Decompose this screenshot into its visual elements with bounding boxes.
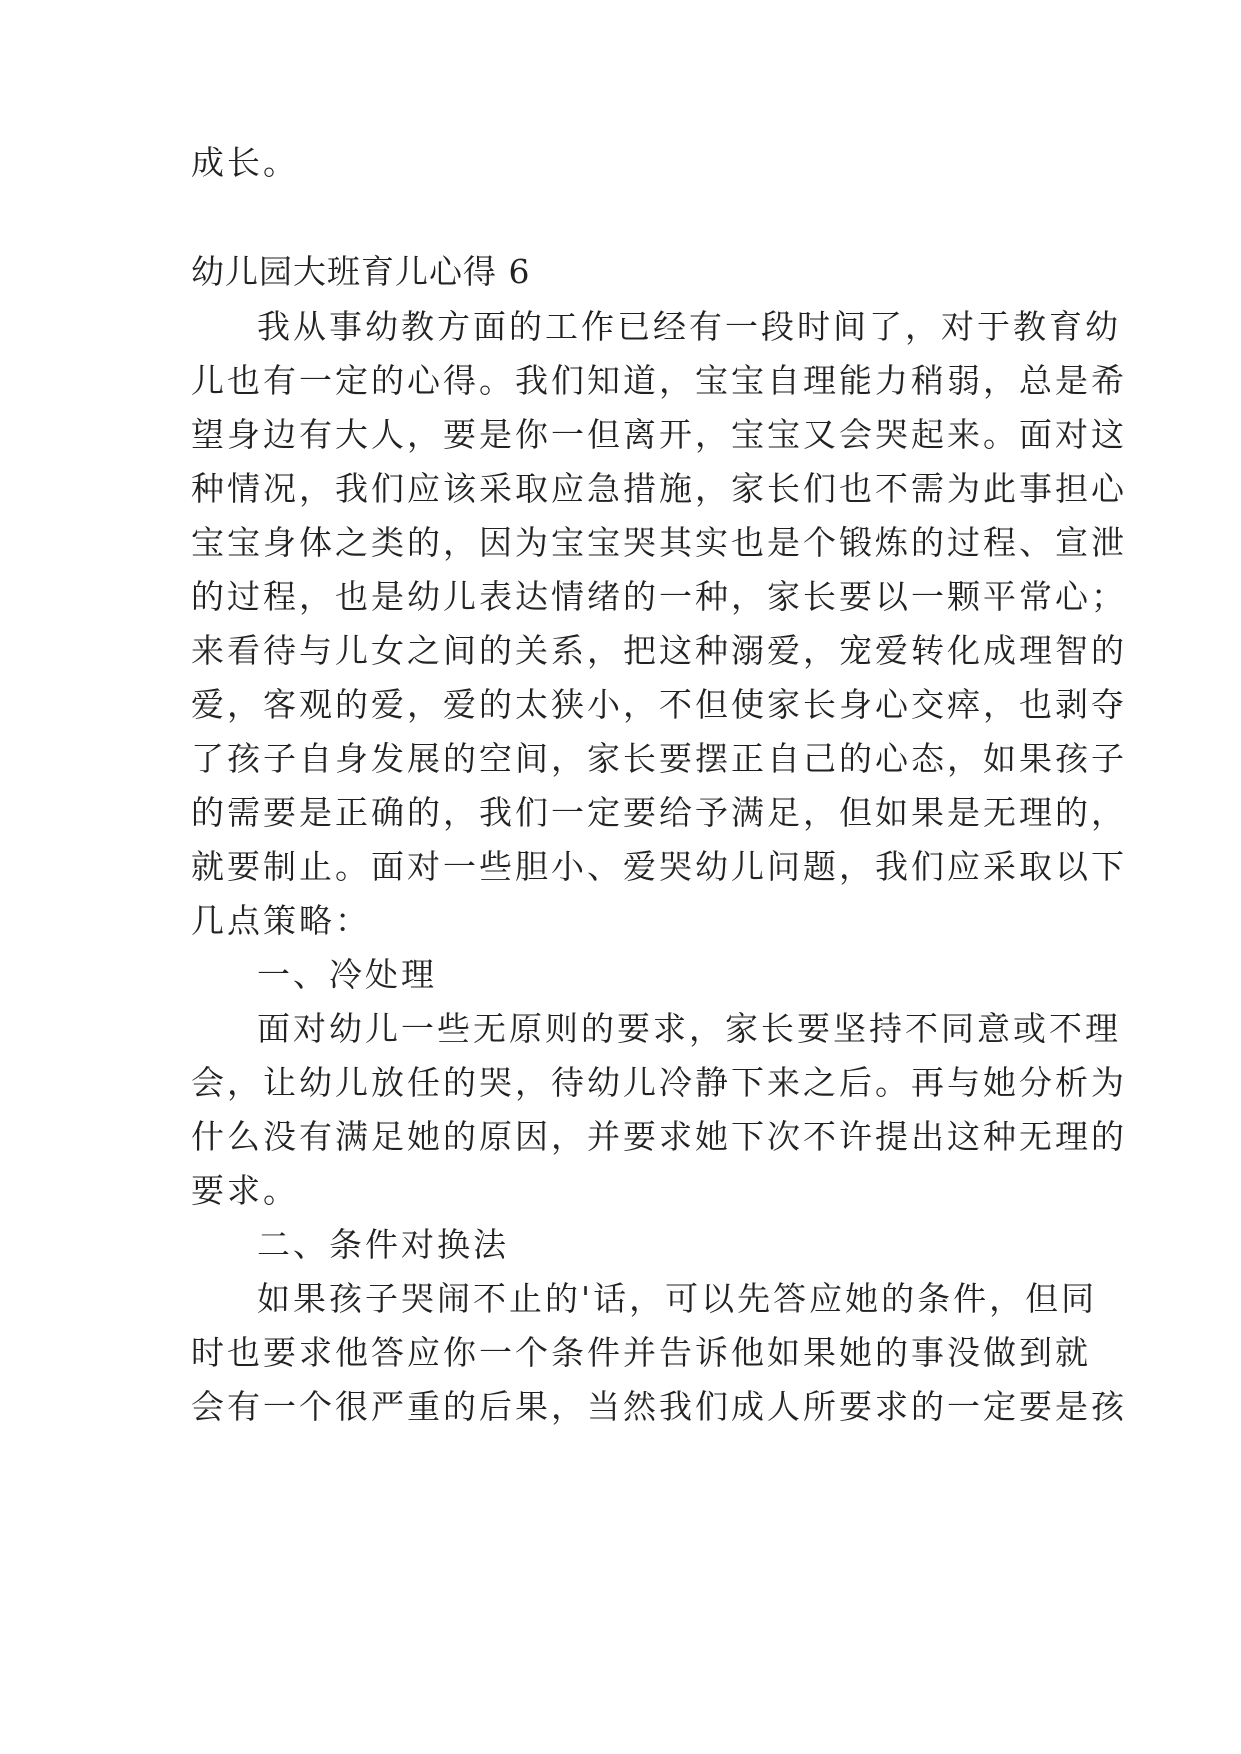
paragraph-line: 我从事幼教方面的工作已经有一段时间了，对于教育幼: [257, 307, 1121, 346]
subheading-cold-treatment: 一、冷处理: [257, 955, 437, 994]
paragraph-line: 时也要求他答应你一个条件并告诉他如果她的事没做到就: [191, 1333, 1091, 1372]
subheading-condition-exchange: 二、条件对换法: [257, 1225, 509, 1264]
paragraph-line: 几点策略：: [191, 901, 371, 940]
paragraph-line: 的过程，也是幼儿表达情绪的一种，家长要以一颗平常心；: [191, 577, 1127, 616]
paragraph-line: 的需要是正确的，我们一定要给予满足，但如果是无理的，: [191, 793, 1127, 832]
paragraph-line: 来看待与儿女之间的关系，把这种溺爱，宠爱转化成理智的: [191, 631, 1127, 670]
paragraph-line: 会有一个很严重的后果，当然我们成人所要求的一定要是孩: [191, 1387, 1127, 1426]
paragraph-line: 爱，客观的爱，爱的太狭小，不但使家长身心交瘁，也剥夺: [191, 685, 1127, 724]
paragraph-line: 什么没有满足她的原因，并要求她下次不许提出这种无理的: [191, 1117, 1127, 1156]
paragraph-line: 面对幼儿一些无原则的要求，家长要坚持不同意或不理: [257, 1009, 1121, 1048]
paragraph-line: 了孩子自身发展的空间，家长要摆正自己的心态，如果孩子: [191, 739, 1127, 778]
paragraph-line: 就要制止。面对一些胆小、爱哭幼儿问题，我们应采取以下: [191, 847, 1127, 886]
section-heading: 幼儿园大班育儿心得 6: [191, 252, 531, 291]
paragraph-line: 望身边有大人，要是你一但离开，宝宝又会哭起来。面对这: [191, 415, 1127, 454]
paragraph-line: 会，让幼儿放任的哭，待幼儿冷静下来之后。再与她分析为: [191, 1063, 1127, 1102]
paragraph-line: 宝宝身体之类的，因为宝宝哭其实也是个锻炼的过程、宣泄: [191, 523, 1127, 562]
paragraph-line: 如果孩子哭闹不止的'话，可以先答应她的条件，但同: [257, 1279, 1098, 1318]
paragraph-line: 种情况，我们应该采取应急措施，家长们也不需为此事担心: [191, 469, 1127, 508]
paragraph-line: 要求。: [191, 1171, 299, 1210]
text-line-continuation: 成长。: [191, 143, 299, 182]
paragraph-line: 儿也有一定的心得。我们知道，宝宝自理能力稍弱，总是希: [191, 361, 1127, 400]
